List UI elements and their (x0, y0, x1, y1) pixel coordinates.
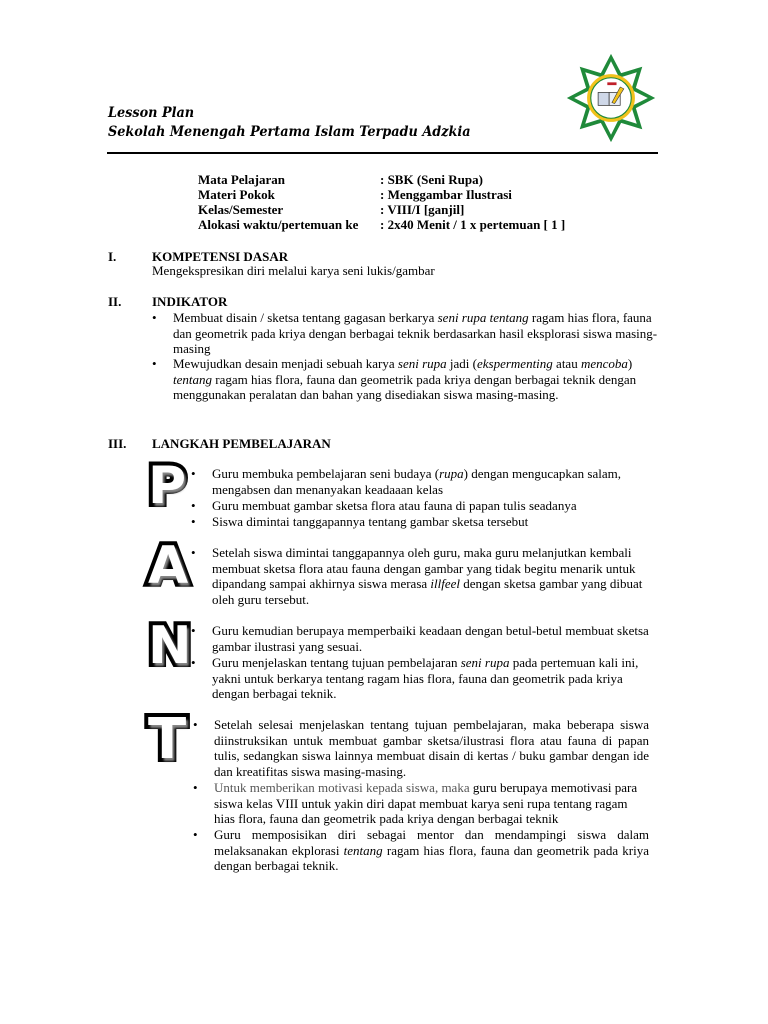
info-value: : Menggambar Ilustrasi (380, 187, 512, 202)
bullet-icon: • (152, 356, 157, 371)
list-item-text: Guru membuka pembelajaran seni budaya (rupa) dengan mengucapkan salam, mengabsen dan menanyakan keadaaan kelas (212, 466, 622, 497)
pant-letter-a: A (148, 536, 189, 596)
bullet-icon: • (193, 780, 198, 795)
bullet-icon: • (191, 655, 196, 670)
info-value: : 2x40 Menit / 1 x pertemuan [ 1 ] (380, 217, 566, 232)
list-item-text: Mewujudkan desain menjadi sebuah karya seni rupa jadi (ekspermenting atau mencoba) tentang ragam hias flora, fauna dan geometrik pada kriya dengan berbagai teknik dengan menggunakan peralatan dan bahan yang disediakan siswa masing-masing. (173, 356, 637, 402)
info-value: : SBK (Seni Rupa) (380, 172, 483, 187)
pant-letter-t: T (148, 707, 187, 772)
bullet-icon: • (191, 466, 196, 481)
list-item-text: Siswa dimintai tanggapannya tentang gambar sketsa tersebut (212, 514, 529, 529)
section-number: II. (108, 294, 122, 309)
list-item-text: Setelah selesai menjelaskan tentang tujuan pembelajaran, maka beberapa siswa diinstruksikan untuk membuat gambar sketsa/ilustrasi flora atau fauna di papan tulis, sedangkan siswa lainnya membuat disain di kertas / buku gambar dengan ide dan kreatifitas siswa masing-masing. (214, 717, 649, 779)
info-label: Alokasi waktu/pertemuan ke (198, 217, 359, 232)
list-item-text: Membuat disain / sketsa tentang gagasan berkarya seni rupa tentang ragam hias flora, fauna dan geometrik pada kriya dengan berbagai teknik berdasarkan hasil eksplorasi siswa masing-masing (173, 310, 658, 356)
info-label: Mata Pelajaran (198, 172, 286, 187)
section-title: INDIKATOR (152, 294, 228, 309)
list-item-text: Guru menjelaskan tentang tujuan pembelajaran seni rupa pada pertemuan kali ini, yakni untuk berkarya tentang ragam hias flora, fauna dan geometrik pada kriya dengan berbagai teknik. (212, 655, 639, 701)
section-title: LANGKAH PEMBELAJARAN (152, 436, 331, 451)
info-label: Materi Pokok (198, 187, 275, 202)
bullet-icon: • (191, 545, 196, 560)
bullet-icon: • (152, 310, 157, 325)
bullet-icon: • (191, 498, 196, 513)
info-label: Kelas/Semester (198, 202, 284, 217)
pant-letter-n: N (148, 616, 192, 676)
section-text: Mengekspresikan diri melalui karya seni lukis/gambar (152, 263, 435, 278)
section-title: KOMPETENSI DASAR (152, 249, 289, 264)
info-value: : VIII/I [ganjil] (380, 202, 465, 217)
bullet-icon: • (191, 623, 196, 638)
list-item-text: Guru kemudian berupaya memperbaiki keadaan dengan betul-betul membuat sketsa gambar ilustrasi yang sesuai. (212, 623, 649, 654)
section-number: III. (108, 436, 127, 451)
list-item-text: Untuk memberikan motivasi kepada siswa, maka guru berupaya memotivasi para siswa kelas VIII untuk yakin diri dapat membuat karya seni rupa tentang ragam hias flora, fauna dan geometrik pada kriya dengan berbagai teknik (214, 780, 638, 826)
section-number: I. (108, 249, 117, 264)
bullet-icon: • (193, 827, 198, 842)
school-emblem-icon (565, 52, 657, 144)
bullet-icon: • (191, 514, 196, 529)
list-item-text: Setelah siswa dimintai tanggapannya oleh guru, maka guru melanjutkan kembali membuat sketsa flora atau fauna dengan gambar yang tidak begitu menarik untuk dipandang sampai akhirnya siswa merasa illfeel dengan sketsa gambar yang dibuat oleh guru tersebut. (212, 545, 643, 607)
header-divider (107, 152, 658, 154)
list-item-text: Guru memposisikan diri sebagai mentor dan mendampingi siswa dalam melaksanakan ekplorasi tentang ragam hias flora, fauna dan geometrik pada kriya dengan berbagai teknik. (214, 827, 649, 873)
bullet-icon: • (193, 717, 198, 732)
school-name: Sekolah Menengah Pertama Islam Terpadu Adzkia (108, 124, 471, 140)
doc-title: Lesson Plan (108, 105, 195, 121)
list-item-text: Guru membuat gambar sketsa flora atau fauna di papan tulis seadanya (212, 498, 577, 513)
pant-letter-p: P (148, 456, 187, 516)
